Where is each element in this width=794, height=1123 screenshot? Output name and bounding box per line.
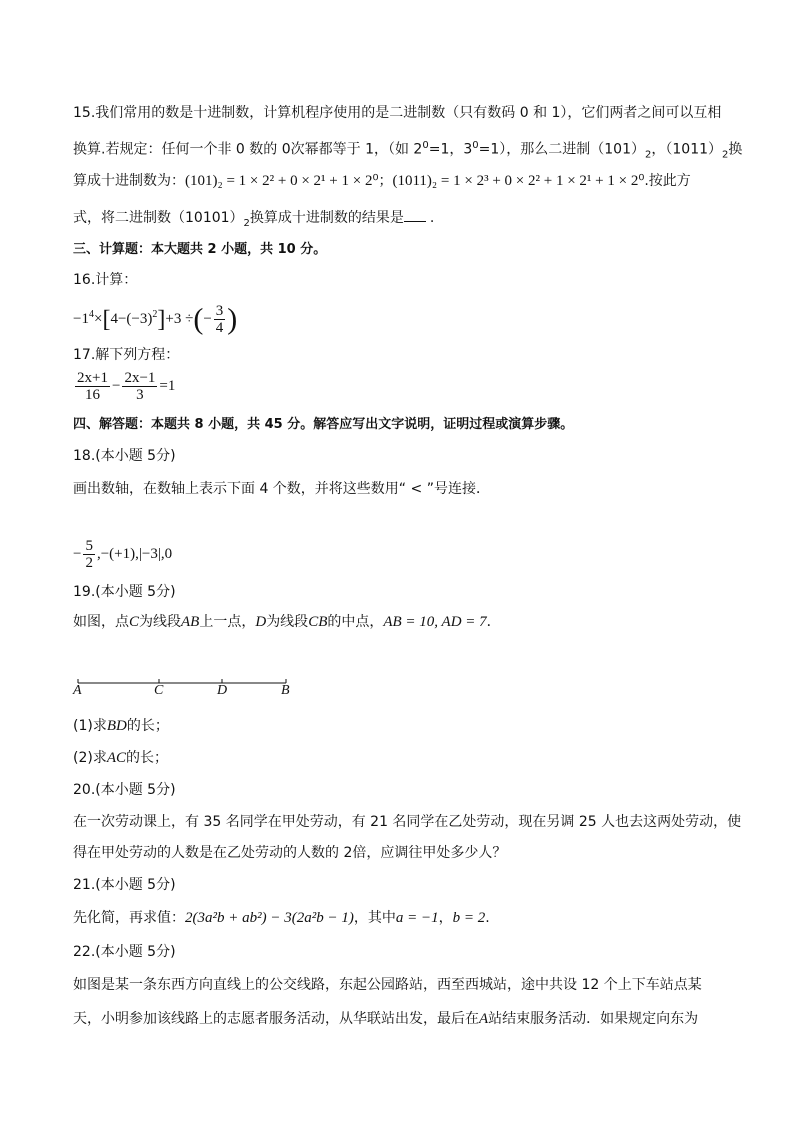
binary-conversion-1011: (1011)₂ = 1 × 2³ + 0 × 2² + 1 × 2¹ + 1 × 2⁰	[392, 173, 645, 189]
section4-heading: 四、解答题：本题共 8 小题，共 45 分。解答应写出文字说明，证明过程或演算步骤。	[73, 417, 574, 432]
q21-text: 先化简，再求值：2(3a²b + ab²) − 3(2a²b − 1)，其中a = −1，b = 2.	[73, 910, 490, 926]
answer-blank	[404, 207, 426, 222]
q20-line2: 得在甲处劳动的人数是在乙处劳动的人数的 2倍，应调往甲处多少人？	[73, 845, 507, 861]
q18-title: 18.(本小题 5分)	[73, 448, 176, 464]
q22-line1: 如图是某一条东西方向直线上的公交线路，东起公园路站，西至西城站，途中共设 12 个上下车站点某	[73, 977, 702, 993]
segment-diagram	[70, 674, 300, 688]
fraction: $\frac{3}{4}$	[215, 303, 224, 337]
q21-expression: 2(3a²b + ab²) − 3(2a²b − 1)	[185, 910, 354, 926]
q15-line2: 换算.若规定：任何一个非 0 数的 0次幂都等于 1，（如 $2^0=1$，$3^0=1$），那么二进制$(101)_2$，$(1011)_2$换	[73, 140, 743, 161]
point-label-c: C	[154, 683, 164, 698]
q16-expression: $-1^4\times[4-(-3)^2]+3$ ÷(− $\frac{3}{4}$ )	[73, 302, 238, 337]
q21-title: 21.(本小题 5分)	[73, 877, 176, 893]
q19-title: 19.(本小题 5分)	[73, 584, 176, 600]
point-label-b: B	[281, 683, 290, 698]
q18-text: 画出数轴，在数轴上表示下面 4 个数，并将这些数用“ < ”号连接．	[73, 481, 490, 497]
q16-title: 16.计算：	[73, 272, 138, 288]
q15-line3: 算成十进制数为：(101)₂ = 1 × 2² + 0 × 2¹ + 1 × 2⁰；(1011)₂ = 1 × 2³ + 0 × 2² + 1 × 2¹ + 1 × 2⁰.按此方	[73, 173, 691, 189]
binary-conversion-101: (101)₂ = 1 × 2² + 0 × 2¹ + 1 × 2⁰	[185, 173, 379, 189]
q15-line4: 式，将二进制数$(10101)_2$换算成十进制数的结果是 .	[73, 207, 434, 234]
q20-title: 20.(本小题 5分)	[73, 782, 176, 798]
point-label-a: A	[73, 683, 82, 698]
q19-part1: (1)求BD的长；	[73, 718, 169, 734]
q19-part2: (2)求AC的长；	[73, 750, 169, 766]
q22-title: 22.(本小题 5分)	[73, 944, 176, 960]
q15-line1: 15.我们常用的数是十进制数，计算机程序使用的是二进制数（只有数码 0 和 1），它们两者之间可以互相	[73, 105, 722, 121]
q19-text: 如图，点C为线段AB上一点，D为线段CB的中点，AB = 10, AD = 7．	[73, 614, 501, 630]
q18-numbers: − $\frac{5}{2}$ ,−(+1),|−3|,0	[73, 538, 173, 572]
q22-line2: 天，小明参加该线路上的志愿者服务活动，从华联站出发，最后在A站结束服务活动．如果规定向东为	[73, 1011, 699, 1027]
point-label-d: D	[217, 683, 228, 698]
q20-line1: 在一次劳动课上，有 35 名同学在甲处劳动，有 21 名同学在乙处劳动，现在另调 25 人也去这两处劳动，使	[73, 814, 742, 830]
q17-title: 17.解下列方程：	[73, 347, 180, 363]
q17-equation: $\frac{2x+1}{16}$ − $\frac{2x-1}{3}$ =1	[77, 370, 176, 404]
section3-heading: 三、计算题：本大题共 2 小题，共 10 分。	[73, 242, 327, 257]
